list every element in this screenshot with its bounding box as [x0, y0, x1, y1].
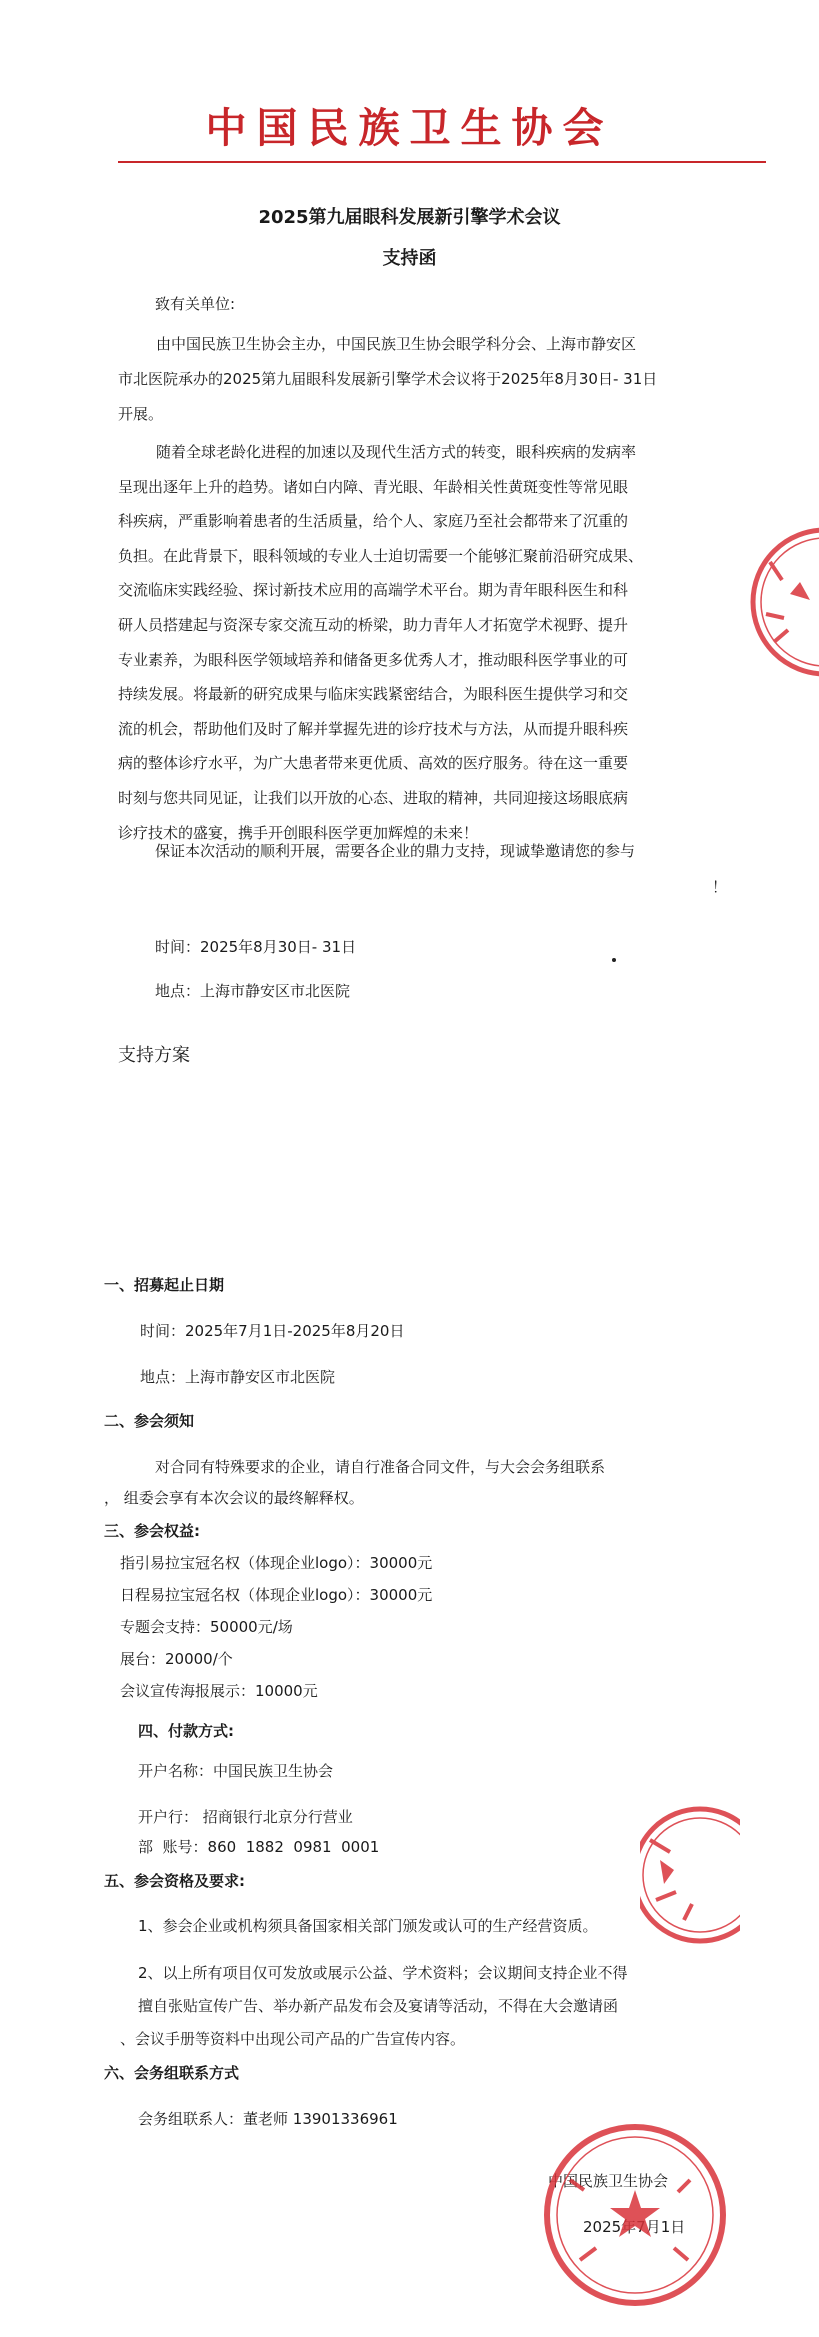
- paragraph-line: 负担。在此背景下，眼科领域的专业人士迫切需要一个能够汇聚前沿研究成果、: [118, 546, 644, 565]
- payment-bank: 开户行： 招商银行北京分行营业: [138, 1808, 353, 1826]
- official-seal-stamp: [540, 2120, 730, 2310]
- payment-account-name: 开户名称：中国民族卫生协会: [138, 1762, 334, 1780]
- document-subtitle: 支持函: [382, 248, 437, 269]
- signature-organization: 中国民族卫生协会: [548, 2172, 669, 2190]
- paragraph-intro: [118, 327, 698, 432]
- section-notice-title: 二、参会须知: [104, 1412, 195, 1430]
- paragraph-line: 市北医院承办的2025第九届眼科发展新引擎学术会议将于2025年8月30日- 31日: [118, 370, 658, 388]
- paragraph-line: 交流临床实践经验、探讨新技术应用的高端学术平台。期为青年眼科医生和科: [118, 581, 629, 600]
- document-title: 2025第九届眼科发展新引擎学术会议: [258, 207, 561, 228]
- paragraph-invitation-end: ！: [712, 878, 728, 896]
- event-time: 时间：2025年8月30日- 31日: [155, 938, 357, 956]
- qualification-item: 擅自张贴宣传广告、举办新产品发布会及宴请等活动，不得在大会邀请函: [138, 1997, 619, 2015]
- section-benefits-title: 三、参会权益:: [104, 1522, 200, 1540]
- notice-line: 对合同有特殊要求的企业，请自行准备合同文件，与大会会务组联系: [155, 1458, 606, 1476]
- benefit-item: 指引易拉宝冠名权（体现企业logo）：30000元: [120, 1554, 433, 1572]
- organization-letterhead: 中国民族卫生协会: [205, 104, 614, 152]
- paragraph-line: 时刻与您共同见证，让我们以开放的心态、进取的精神，共同迎接这场眼底病: [118, 788, 629, 807]
- contact-person: 会务组联系人：董老师 13901336961: [138, 2110, 398, 2128]
- paragraph-line: 持续发展。将最新的研究成果与临床实践紧密结合，为眼科医生提供学习和交: [118, 685, 629, 704]
- paragraph-line: 由中国民族卫生协会主办，中国民族卫生协会眼学科分会、上海市静安区: [156, 335, 637, 353]
- qualification-item: 、会议手册等资料中出现公司产品的广告宣传内容。: [120, 2030, 466, 2048]
- event-place: 地点：上海市静安区市北医院: [155, 982, 351, 1000]
- paragraph-line: 随着全球老龄化进程的加速以及现代生活方式的转变，眼科疾病的发病率: [156, 443, 637, 461]
- paragraph-line: 开展。: [118, 405, 164, 423]
- benefit-item: 专题会支持：50000元/场: [120, 1618, 293, 1636]
- section-recruitment-title: 一、招募起止日期: [104, 1276, 225, 1294]
- benefit-item: 日程易拉宝冠名权（体现企业logo）：30000元: [120, 1586, 433, 1604]
- official-seal-stamp: [730, 522, 819, 682]
- paragraph-line: 研人员搭建起与资深专家交流互动的桥梁，助力青年人才拓宽学术视野、提升: [118, 615, 629, 634]
- paragraph-line: 病的整体诊疗水平，为广大患者带来更优质、高效的医疗服务。待在这一重要: [118, 754, 629, 773]
- salutation: 致有关单位:: [155, 295, 236, 313]
- benefit-item: 会议宣传海报展示：10000元: [120, 1682, 318, 1700]
- recruitment-place: 地点：上海市静安区市北医院: [140, 1368, 336, 1386]
- paragraph-line: 专业素养，为眼科医学领域培养和储备更多优秀人才，推动眼科医学事业的可: [118, 650, 629, 669]
- section-payment-title: 四、付款方式:: [138, 1722, 234, 1740]
- notice-line: ， 组委会享有本次会议的最终解释权。: [104, 1489, 364, 1507]
- paragraph-line: 流的机会，帮助他们及时了解并掌握先进的诊疗技术与方法，从而提升眼科疾: [118, 719, 629, 738]
- signature-date: 2025年7月1日: [583, 2218, 686, 2236]
- plan-heading: 支持方案: [118, 1045, 190, 1066]
- section-qualification-title: 五、参会资格及要求:: [104, 1872, 245, 1890]
- paragraph-line: 诊疗技术的盛宴，携手开创眼科医学更加辉煌的未来！: [118, 823, 479, 842]
- paragraph-line: 呈现出逐年上升的趋势。诸如白内障、青光眼、年龄相关性黄斑变性等常见眼: [118, 477, 629, 496]
- paragraph-invitation: 保证本次活动的顺利开展，需要各企业的鼎力支持，现诚挚邀请您的参与: [155, 842, 636, 860]
- payment-account-number: 部 账号：860 1882 0981 0001: [138, 1838, 380, 1856]
- section-contact-title: 六、会务组联系方式: [104, 2064, 240, 2082]
- official-seal-stamp: [640, 1800, 740, 1950]
- qualification-item: 1、参会企业或机构须具备国家相关部门颁发或认可的生产经营资质。: [138, 1917, 598, 1935]
- paragraph-background: [118, 435, 698, 850]
- speck-mark: [612, 958, 616, 962]
- benefit-item: 展台：20000/个: [120, 1650, 233, 1668]
- paragraph-line: 科疾病，严重影响着患者的生活质量，给个人、家庭乃至社会都带来了沉重的: [118, 512, 629, 531]
- qualification-item: 2、以上所有项目仅可发放或展示公益、学术资料；会议期间支持企业不得: [138, 1964, 628, 1982]
- recruitment-time: 时间：2025年7月1日-2025年8月20日: [140, 1322, 405, 1340]
- letterhead-divider: [118, 161, 766, 163]
